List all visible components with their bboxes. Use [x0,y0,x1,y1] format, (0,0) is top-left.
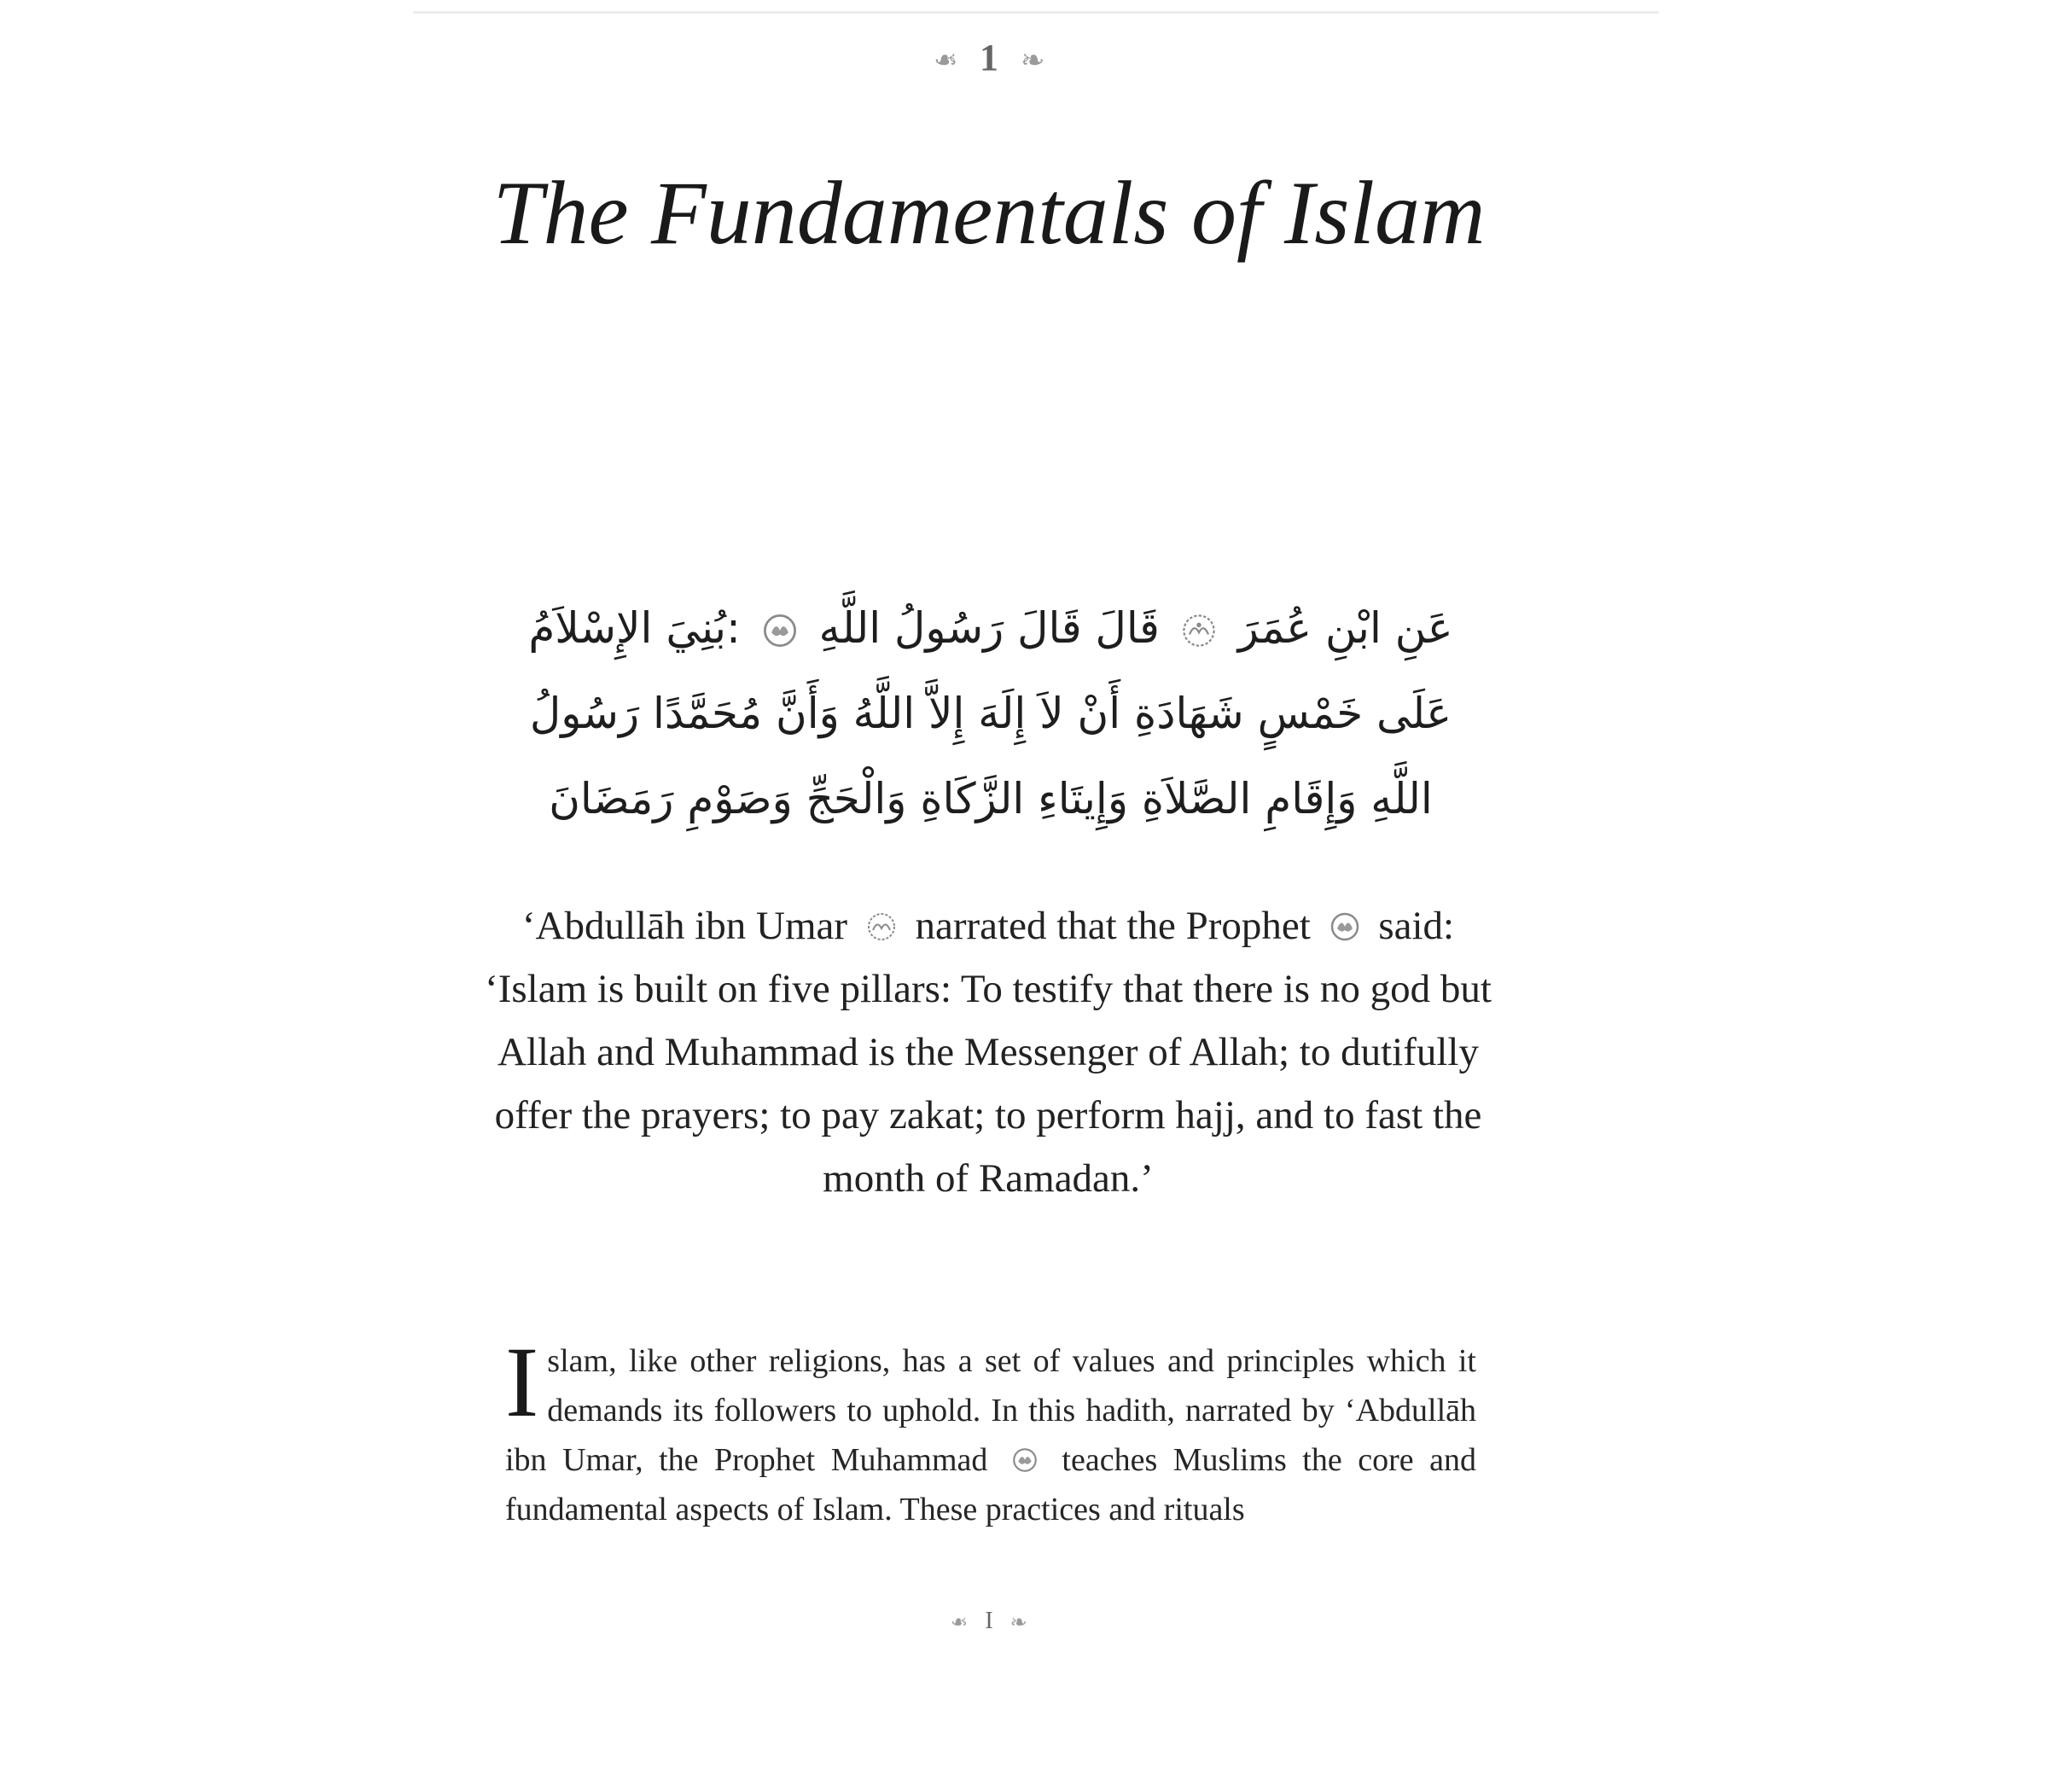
arabic-narrator: عَنِ ابْنِ عُمَرَ [1237,603,1453,653]
hadith-translation [478,894,1498,1210]
chapter-marker [0,32,1978,87]
translation-narrator: ‘Abdullāh ibn Umar [521,904,848,948]
radiallahu-anhu-seal-icon [864,910,899,944]
body-paragraph [505,1326,1477,1534]
salawat-seal-icon [1328,910,1362,944]
arabic-hadith-text [505,585,1476,841]
translation-hadith-body: said: ‘Islam is built on five pillars: To testify that there is no god but Allah and Muhammad is the Messenger of Allah; to dutifully offer the prayers; to pay zakat; to perform hajj, and to fast the month of Ramadan.’ [485,904,1492,1201]
salawat-seal-icon [761,612,799,649]
arabic-prophet-said: قَالَ قَالَ رَسُولُ اللَّهِ [818,603,1160,653]
chapter-title: The Fundamentals of Islam [492,163,1486,263]
arabic-hadith-body: :بُنِيَ الإِسْلاَمُ عَلَى خَمْسٍ شَهَادَةِ أَنْ لاَ إِلَهَ إِلاَّ اللَّهُ وَأَنَّ مُحَمَّدًا رَسُولُ اللَّهِ وَإِقَامِ الصَّلاَةِ وَإِيتَاءِ الزَّكَاةِ وَالْحَجِّ وَصَوْمِ رَمَضَانَ [528,603,1452,823]
floral-ornament-left-icon: ❧ [951,1611,969,1634]
floral-ornament-right-icon: ❧ [1009,1611,1027,1634]
drop-cap: I [505,1326,539,1438]
floral-ornament-left-icon: ❧ [933,44,957,77]
salawat-seal-icon [1010,1446,1039,1475]
floral-ornament-right-icon: ❧ [1021,44,1045,77]
body-text-part-1: slam, like other religions, has a set of values and principles which it demands its followers to uphold. In this hadith, narrated by ‘Abdullāh ibn Umar, the Prophet Muhammad [505,1343,1476,1478]
body-text-part-2: teaches Muslims the core and fundamental aspects of Islam. These practices and rituals [505,1442,1477,1527]
chapter-number: 1 [980,37,998,79]
radiallahu-anhu-seal-icon [1180,612,1218,649]
footer-page-number: I [985,1608,993,1634]
translation-prophet: narrated that the Prophet [915,904,1311,948]
page-footer [0,1604,1978,1640]
page-top-rule [413,11,1659,14]
